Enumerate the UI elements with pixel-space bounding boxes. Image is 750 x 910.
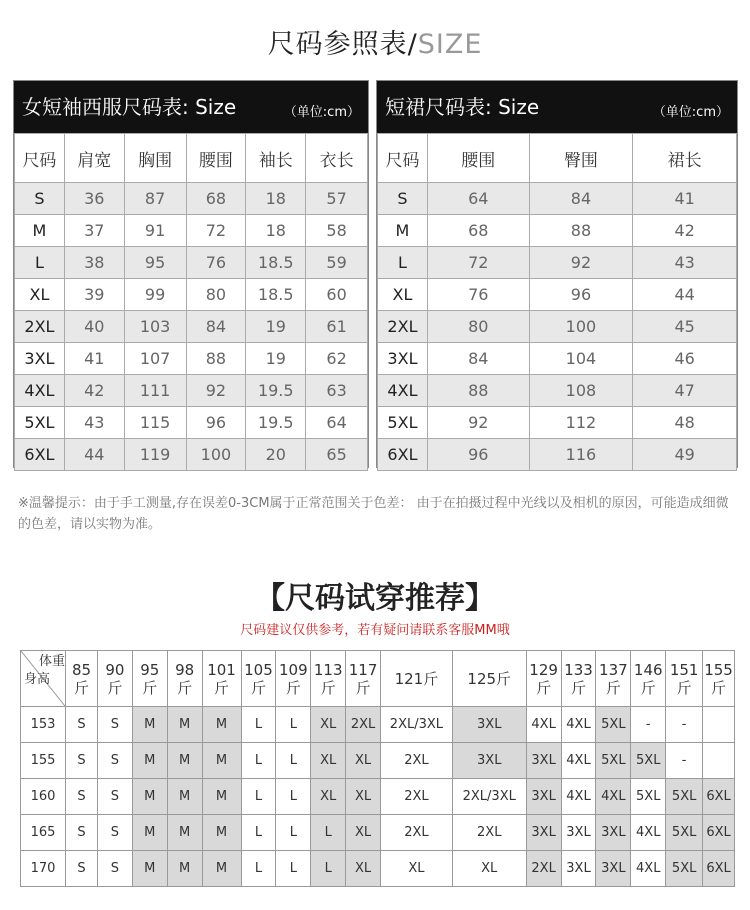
weight-header: 125斤	[452, 651, 526, 707]
measure-cell: 45	[633, 311, 737, 343]
table-row	[21, 743, 735, 779]
measure-cell: 76	[427, 279, 529, 311]
recommend-cell: 4XL	[631, 815, 666, 851]
recommend-cell: 3XL	[526, 779, 561, 815]
measure-cell: 92	[529, 247, 633, 279]
recommend-cell: 2XL	[452, 815, 526, 851]
recommend-cell: S	[97, 743, 132, 779]
recommend-cell: 2XL/3XL	[381, 707, 453, 743]
recommend-cell: L	[241, 851, 276, 887]
recommend-cell: M	[167, 707, 202, 743]
column-header: 衣长	[306, 134, 368, 183]
recommend-cell: S	[66, 743, 98, 779]
weight-header: 105斤	[241, 651, 276, 707]
measure-cell: 76	[186, 247, 246, 279]
table-row	[15, 247, 368, 279]
measure-cell: 43	[64, 407, 124, 439]
recommend-cell: M	[202, 815, 241, 851]
size-cell: XL	[378, 279, 428, 311]
measure-cell: 84	[186, 311, 246, 343]
measure-cell: 61	[306, 311, 368, 343]
recommend-cell: M	[202, 851, 241, 887]
table-row	[21, 851, 735, 887]
measure-cell: 103	[124, 311, 186, 343]
table-row	[15, 343, 368, 375]
measure-cell: 47	[633, 375, 737, 407]
weight-header: 101斤	[202, 651, 241, 707]
height-cell: 153	[21, 707, 66, 743]
recommend-cell: M	[167, 743, 202, 779]
measure-cell: 48	[633, 407, 737, 439]
size-cell: S	[378, 183, 428, 215]
recommend-cell: -	[666, 743, 703, 779]
size-cell: 2XL	[15, 311, 65, 343]
weight-header: 151斤	[666, 651, 703, 707]
size-cell: S	[15, 183, 65, 215]
skirt-table-unit: （单位:cm）	[652, 105, 729, 120]
size-cell: 4XL	[378, 375, 428, 407]
measure-cell: 60	[306, 279, 368, 311]
height-cell: 165	[21, 815, 66, 851]
measure-cell: 18	[246, 183, 306, 215]
recommend-cell: 2XL	[381, 743, 453, 779]
weight-header: 113斤	[311, 651, 346, 707]
measure-cell: 64	[427, 183, 529, 215]
recommend-cell: L	[276, 779, 311, 815]
recommend-cell	[703, 743, 735, 779]
measure-cell: 96	[427, 439, 529, 471]
measure-cell: 119	[124, 439, 186, 471]
recommend-cell: S	[66, 851, 98, 887]
recommend-cell: L	[276, 815, 311, 851]
recommend-cell: 6XL	[703, 779, 735, 815]
height-cell: 160	[21, 779, 66, 815]
recommend-cell: 2XL	[526, 851, 561, 887]
page-title-sub: SIZE	[417, 29, 483, 60]
recommend-cell: 4XL	[596, 779, 631, 815]
recommend-subtitle: 尺码建议仅供参考，若有疑问请联系客服MM哦	[240, 623, 510, 638]
measure-cell: 104	[529, 343, 633, 375]
recommend-cell: -	[666, 707, 703, 743]
measure-cell: 99	[124, 279, 186, 311]
recommend-cell: 5XL	[666, 779, 703, 815]
measure-cell: 39	[64, 279, 124, 311]
height-cell: 155	[21, 743, 66, 779]
measure-cell: 84	[529, 183, 633, 215]
measure-cell: 72	[186, 215, 246, 247]
recommend-cell: S	[97, 779, 132, 815]
table-row	[15, 279, 368, 311]
recommend-cell: M	[132, 815, 167, 851]
measure-cell: 44	[64, 439, 124, 471]
measure-cell: 49	[633, 439, 737, 471]
weight-header: 95斤	[132, 651, 167, 707]
measure-cell: 87	[124, 183, 186, 215]
measure-cell: 42	[64, 375, 124, 407]
recommend-cell: 4XL	[526, 707, 561, 743]
size-cell: 6XL	[378, 439, 428, 471]
recommend-title: 【尺码试穿推荐】	[255, 581, 495, 616]
recommend-cell: 3XL	[596, 851, 631, 887]
size-cell: M	[15, 215, 65, 247]
recommend-cell: XL	[311, 743, 346, 779]
jacket-table-header	[14, 81, 368, 133]
recommend-cell: M	[167, 779, 202, 815]
measure-cell: 88	[529, 215, 633, 247]
measure-cell: 19.5	[246, 407, 306, 439]
measure-cell: 62	[306, 343, 368, 375]
recommend-cell: 3XL	[452, 743, 526, 779]
recommend-cell: 4XL	[561, 707, 596, 743]
measure-cell: 18	[246, 215, 306, 247]
measure-cell: 111	[124, 375, 186, 407]
measure-cell: 58	[306, 215, 368, 247]
size-cell: L	[15, 247, 65, 279]
recommend-cell: XL	[346, 815, 381, 851]
measure-cell: 38	[64, 247, 124, 279]
measure-cell: 41	[633, 183, 737, 215]
measure-cell: 80	[186, 279, 246, 311]
recommend-cell: L	[276, 707, 311, 743]
recommend-cell: S	[66, 779, 98, 815]
column-header: 胸围	[124, 134, 186, 183]
size-cell: 2XL	[378, 311, 428, 343]
column-header: 臀围	[529, 134, 633, 183]
recommend-cell: L	[241, 815, 276, 851]
column-header: 尺码	[15, 134, 65, 183]
weight-header: 90斤	[97, 651, 132, 707]
recommend-cell	[703, 707, 735, 743]
recommend-cell: XL	[346, 743, 381, 779]
jacket_table-header-row	[15, 134, 368, 183]
skirt-size-table	[376, 80, 738, 468]
recommend-cell: L	[276, 743, 311, 779]
measure-cell: 57	[306, 183, 368, 215]
measure-cell: 59	[306, 247, 368, 279]
measure-cell: 108	[529, 375, 633, 407]
measure-cell: 44	[633, 279, 737, 311]
measure-cell: 84	[427, 343, 529, 375]
recommend-table	[20, 650, 735, 887]
table-row	[21, 707, 735, 743]
weight-header: 133斤	[561, 651, 596, 707]
recommend-cell: XL	[381, 851, 453, 887]
recommend-cell: XL	[311, 707, 346, 743]
measure-cell: 63	[306, 375, 368, 407]
weight-header: 129斤	[526, 651, 561, 707]
weight-header: 117斤	[346, 651, 381, 707]
measure-cell: 88	[427, 375, 529, 407]
measure-cell: 19	[246, 311, 306, 343]
measure-cell: 41	[64, 343, 124, 375]
corner-cell	[21, 651, 66, 707]
measure-cell: 19.5	[246, 375, 306, 407]
tip-note: ※温馨提示：由于手工测量,存在误差0-3CM属于正常范围关于色差： 由于在拍摄过程中光线以及相机的原因，可能造成细微的色差，请以实物为准。	[18, 496, 729, 532]
corner-height-label: 身高	[24, 672, 51, 687]
table-row	[378, 311, 737, 343]
measure-cell: 100	[529, 311, 633, 343]
recommend-cell: 4XL	[631, 851, 666, 887]
recommend-cell: 3XL	[526, 815, 561, 851]
weight-header: 85斤	[66, 651, 98, 707]
recommend-cell: 3XL	[526, 743, 561, 779]
size-cell: 4XL	[15, 375, 65, 407]
measure-cell: 43	[633, 247, 737, 279]
recommend-cell: 5XL	[666, 851, 703, 887]
measure-cell: 92	[186, 375, 246, 407]
size-cell: 5XL	[15, 407, 65, 439]
measure-cell: 64	[306, 407, 368, 439]
recommend-cell: S	[97, 707, 132, 743]
measure-cell: 46	[633, 343, 737, 375]
measure-cell: 19	[246, 343, 306, 375]
table-row	[15, 183, 368, 215]
table-row	[15, 311, 368, 343]
recommend-cell: L	[241, 707, 276, 743]
size-cell: 5XL	[378, 407, 428, 439]
column-header: 尺码	[378, 134, 428, 183]
size-cell: 6XL	[15, 439, 65, 471]
recommend-cell: M	[202, 743, 241, 779]
table-row	[21, 779, 735, 815]
recommend-cell: S	[66, 815, 98, 851]
measure-cell: 80	[427, 311, 529, 343]
recommend-cell: M	[132, 779, 167, 815]
measure-cell: 88	[186, 343, 246, 375]
jacket-size-table	[13, 80, 369, 468]
size-cell: 3XL	[378, 343, 428, 375]
weight-header: 146斤	[631, 651, 666, 707]
recommend-cell: 6XL	[703, 815, 735, 851]
recommend-cell: 2XL	[381, 815, 453, 851]
size-cell: M	[378, 215, 428, 247]
measure-cell: 20	[246, 439, 306, 471]
recommend-cell: 3XL	[561, 815, 596, 851]
corner-weight-label: 体重	[39, 654, 66, 669]
column-header: 袖长	[246, 134, 306, 183]
column-header: 肩宽	[64, 134, 124, 183]
measure-cell: 68	[427, 215, 529, 247]
measure-cell: 100	[186, 439, 246, 471]
table-row	[15, 407, 368, 439]
measure-cell: 68	[186, 183, 246, 215]
recommend-cell: M	[167, 851, 202, 887]
recommend-cell: 5XL	[596, 707, 631, 743]
recommend-cell: M	[202, 779, 241, 815]
recommend-cell: XL	[346, 851, 381, 887]
skirt-table-header	[377, 81, 737, 133]
table-row	[378, 375, 737, 407]
recommend-cell: 5XL	[666, 815, 703, 851]
measure-cell: 36	[64, 183, 124, 215]
skirt-grid	[377, 133, 737, 471]
measure-cell: 112	[529, 407, 633, 439]
recommend-cell: S	[97, 851, 132, 887]
recommend-cell: S	[97, 815, 132, 851]
table-row	[378, 439, 737, 471]
measure-cell: 95	[124, 247, 186, 279]
table-row	[15, 439, 368, 471]
recommend-cell: L	[311, 815, 346, 851]
table-row	[15, 375, 368, 407]
measure-cell: 37	[64, 215, 124, 247]
recommend-cell: XL	[311, 779, 346, 815]
column-header: 腰围	[186, 134, 246, 183]
recommend-cell: 2XL/3XL	[452, 779, 526, 815]
measure-cell: 65	[306, 439, 368, 471]
recommend-cell: 5XL	[631, 743, 666, 779]
measure-cell: 18.5	[246, 279, 306, 311]
recommend-cell: M	[202, 707, 241, 743]
recommend-cell: 2XL	[346, 707, 381, 743]
weight-header: 137斤	[596, 651, 631, 707]
measure-cell: 92	[427, 407, 529, 439]
measure-cell: 107	[124, 343, 186, 375]
recommend-cell: M	[132, 851, 167, 887]
measure-cell: 18.5	[246, 247, 306, 279]
measure-cell: 91	[124, 215, 186, 247]
table-row	[378, 407, 737, 439]
recommend-cell: 2XL	[381, 779, 453, 815]
weight-header: 121斤	[381, 651, 453, 707]
table-row	[378, 247, 737, 279]
recommend-cell: M	[167, 815, 202, 851]
recommend-cell: XL	[452, 851, 526, 887]
recommend-cell: 4XL	[561, 779, 596, 815]
recommend-cell: L	[241, 743, 276, 779]
table-row	[21, 815, 735, 851]
weight-header: 98斤	[167, 651, 202, 707]
measure-cell: 96	[529, 279, 633, 311]
page-title-main: 尺码参照表/	[267, 29, 418, 60]
recommend-cell: 5XL	[596, 743, 631, 779]
recommend-cell: L	[311, 851, 346, 887]
measure-cell: 96	[186, 407, 246, 439]
weight-header: 155斤	[703, 651, 735, 707]
jacket-table-title: 女短袖西服尺码表: Size	[22, 95, 237, 119]
recommend-cell: 5XL	[631, 779, 666, 815]
table-row	[15, 215, 368, 247]
recommend-cell: L	[241, 779, 276, 815]
measure-cell: 72	[427, 247, 529, 279]
recommend-cell: L	[276, 851, 311, 887]
recommend-cell: XL	[346, 779, 381, 815]
table-row	[378, 343, 737, 375]
column-header: 腰围	[427, 134, 529, 183]
measure-cell: 42	[633, 215, 737, 247]
table-row	[378, 183, 737, 215]
measure-cell: 115	[124, 407, 186, 439]
recommend-cell: 3XL	[596, 815, 631, 851]
skirt-table-title: 短裙尺码表: Size	[385, 95, 540, 119]
jacket-grid	[14, 133, 368, 471]
size-cell: 3XL	[15, 343, 65, 375]
recommend-cell: 4XL	[561, 743, 596, 779]
size-cell: L	[378, 247, 428, 279]
height-cell: 170	[21, 851, 66, 887]
recommend-cell: 3XL	[561, 851, 596, 887]
recommend-cell: -	[631, 707, 666, 743]
measure-cell: 116	[529, 439, 633, 471]
table-row	[378, 279, 737, 311]
size-cell: XL	[15, 279, 65, 311]
weight-header-row	[21, 651, 735, 707]
measure-cell: 40	[64, 311, 124, 343]
page-title	[0, 22, 750, 61]
recommend-cell: 6XL	[703, 851, 735, 887]
column-header: 裙长	[633, 134, 737, 183]
jacket-table-unit: （单位:cm）	[283, 105, 360, 120]
recommend-cell: M	[132, 707, 167, 743]
table-row	[378, 215, 737, 247]
recommend-cell: M	[132, 743, 167, 779]
weight-header: 109斤	[276, 651, 311, 707]
recommend-cell: S	[66, 707, 98, 743]
recommend-cell: 3XL	[452, 707, 526, 743]
skirt_table-header-row	[378, 134, 737, 183]
